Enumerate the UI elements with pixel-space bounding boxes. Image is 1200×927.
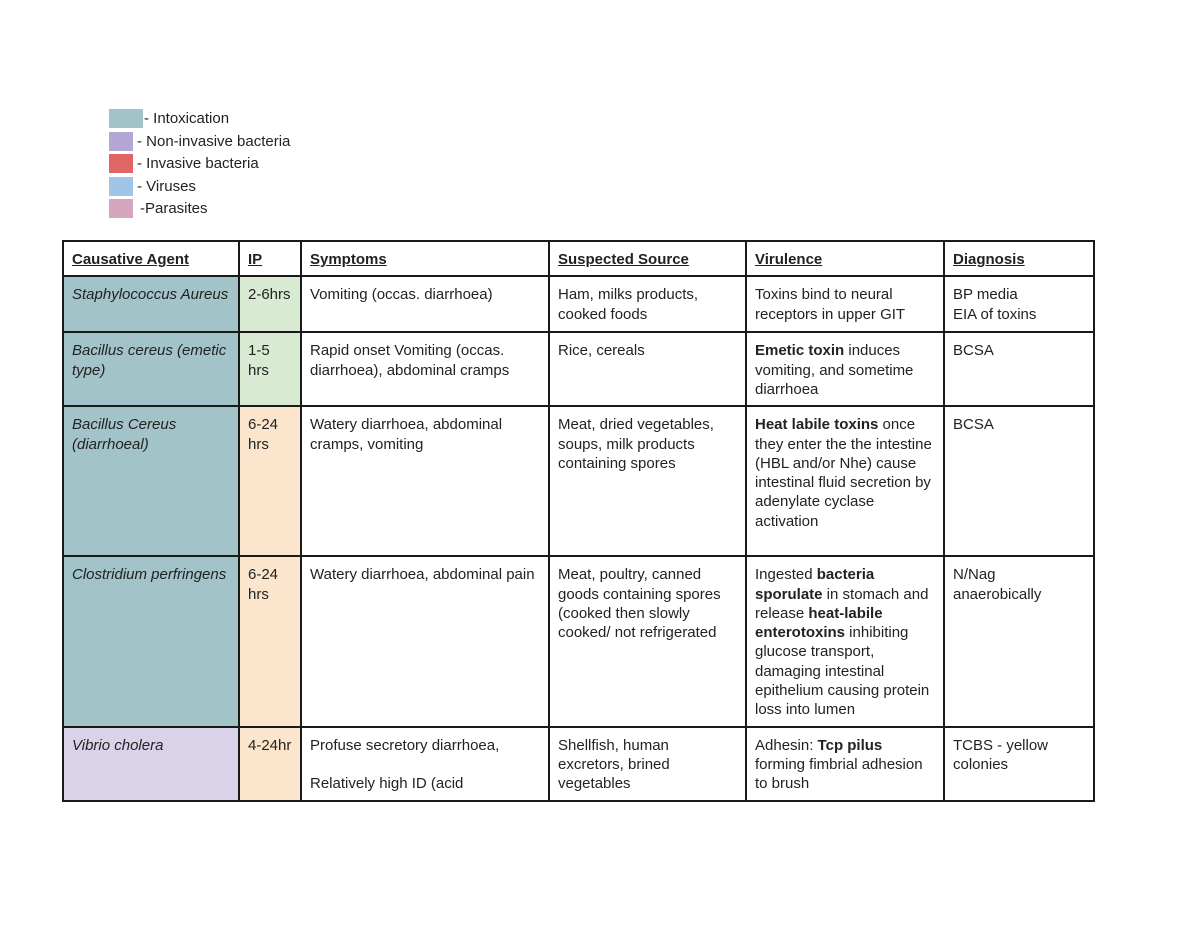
symptoms-cell: Watery diarrhoea, abdominal pain — [301, 556, 549, 726]
diagnosis-cell: TCBS - yellow colonies — [944, 727, 1094, 801]
legend-label: - Intoxication — [144, 110, 230, 127]
virulence-bold: Emetic toxin — [755, 342, 845, 360]
table-row — [63, 332, 1094, 406]
agent-cell: Clostridium perfringens — [63, 556, 239, 726]
source-cell: Ham, milks products, cooked foods — [549, 276, 746, 332]
ip-cell: 4-24hr — [239, 727, 301, 801]
virulence-text: in stomach and release — [755, 585, 929, 622]
diagnosis-line: EIA of toxins — [953, 305, 1037, 323]
virulence-text: Adhesin: — [755, 736, 818, 754]
agent-cell: Bacillus Cereus (diarrhoeal) — [63, 406, 239, 556]
viruses-swatch — [109, 177, 133, 196]
virulence-bold: Heat labile toxins — [755, 416, 879, 434]
table-row — [63, 556, 1094, 726]
header-suspected-source: Suspected Source — [549, 241, 746, 276]
invasive-swatch — [109, 154, 133, 173]
virulence-text: induces vomiting, and sometime diarrhoea — [755, 342, 914, 398]
diagnosis-cell — [944, 276, 1094, 332]
diagnosis-line: BP media — [953, 286, 1018, 304]
symptoms-cell: Watery diarrhoea, abdominal cramps, vomiting — [301, 406, 549, 556]
virulence-bold: heat-labile enterotoxins — [755, 604, 883, 642]
symptoms-cell — [301, 727, 549, 801]
agent-cell: Vibrio cholera — [63, 727, 239, 801]
symptoms-cell: Vomiting (occas. diarrhoea) — [301, 276, 549, 332]
source-cell: Meat, dried vegetables, soups, milk products containing spores — [549, 406, 746, 556]
food-poisoning-table — [62, 240, 1095, 802]
ip-cell: 1-5 hrs — [239, 332, 301, 406]
virulence-text: forming fimbrial adhesion to brush — [755, 755, 923, 793]
header-symptoms: Symptoms — [301, 241, 549, 276]
parasites-swatch — [109, 199, 133, 218]
symptoms-line: Profuse secretory diarrhoea, — [310, 736, 500, 754]
virulence-cell — [746, 406, 944, 556]
symptoms-line: Relatively high ID (acid — [310, 774, 464, 792]
header-virulence: Virulence — [746, 241, 944, 276]
ip-cell: 6-24 hrs — [239, 406, 301, 556]
legend-label: - Viruses — [137, 177, 196, 195]
virulence-text: Ingested — [755, 566, 817, 584]
paragraph-gap — [310, 755, 541, 774]
non-invasive-swatch — [109, 132, 133, 151]
diagnosis-cell: N/Nag anaerobically — [944, 556, 1094, 726]
diagnosis-cell: BCSA — [944, 332, 1094, 406]
source-cell: Rice, cereals — [549, 332, 746, 406]
symptoms-cell: Rapid onset Vomiting (occas. diarrhoea), abdominal cramps — [301, 332, 549, 406]
agent-cell: Staphylococcus Aureus — [63, 276, 239, 332]
virulence-text: once they enter the the intestine (HBL and/or Nhe) cause intestinal fluid secretion by adenylate cyclase activation — [755, 416, 932, 530]
virulence-cell: Toxins bind to neural receptors in upper GIT — [746, 276, 944, 332]
header-causative-agent: Causative Agent — [63, 241, 239, 276]
virulence-cell — [746, 332, 944, 406]
header-row — [63, 241, 1094, 276]
source-cell: Meat, poultry, canned goods containing spores (cooked then slowly cooked/ not refrigerated — [549, 556, 746, 726]
virulence-bold: Tcp pilus — [817, 736, 883, 754]
header-ip: IP — [239, 241, 301, 276]
table-row — [63, 727, 1094, 801]
table-row — [63, 406, 1094, 556]
virulence-text: inhibiting glucose transport, damaging intestinal epithelium causing protein loss into lumen — [755, 624, 930, 719]
ip-cell: 6-24 hrs — [239, 556, 301, 726]
agent-cell: Bacillus cereus (emetic type) — [63, 332, 239, 406]
virulence-bold: bacteria sporulate — [755, 566, 875, 603]
table-row — [63, 276, 1094, 332]
diagnosis-cell: BCSA — [944, 406, 1094, 556]
virulence-cell — [746, 727, 944, 801]
legend-label: -Parasites — [140, 200, 208, 217]
legend-label: - Non-invasive bacteria — [137, 132, 291, 150]
header-diagnosis: Diagnosis — [944, 241, 1094, 276]
legend-label: - Invasive bacteria — [137, 155, 259, 172]
intoxication-swatch — [109, 109, 143, 128]
virulence-cell — [746, 556, 944, 726]
ip-cell: 2-6hrs — [239, 276, 301, 332]
source-cell: Shellfish, human excretors, brined vegetables — [549, 727, 746, 801]
